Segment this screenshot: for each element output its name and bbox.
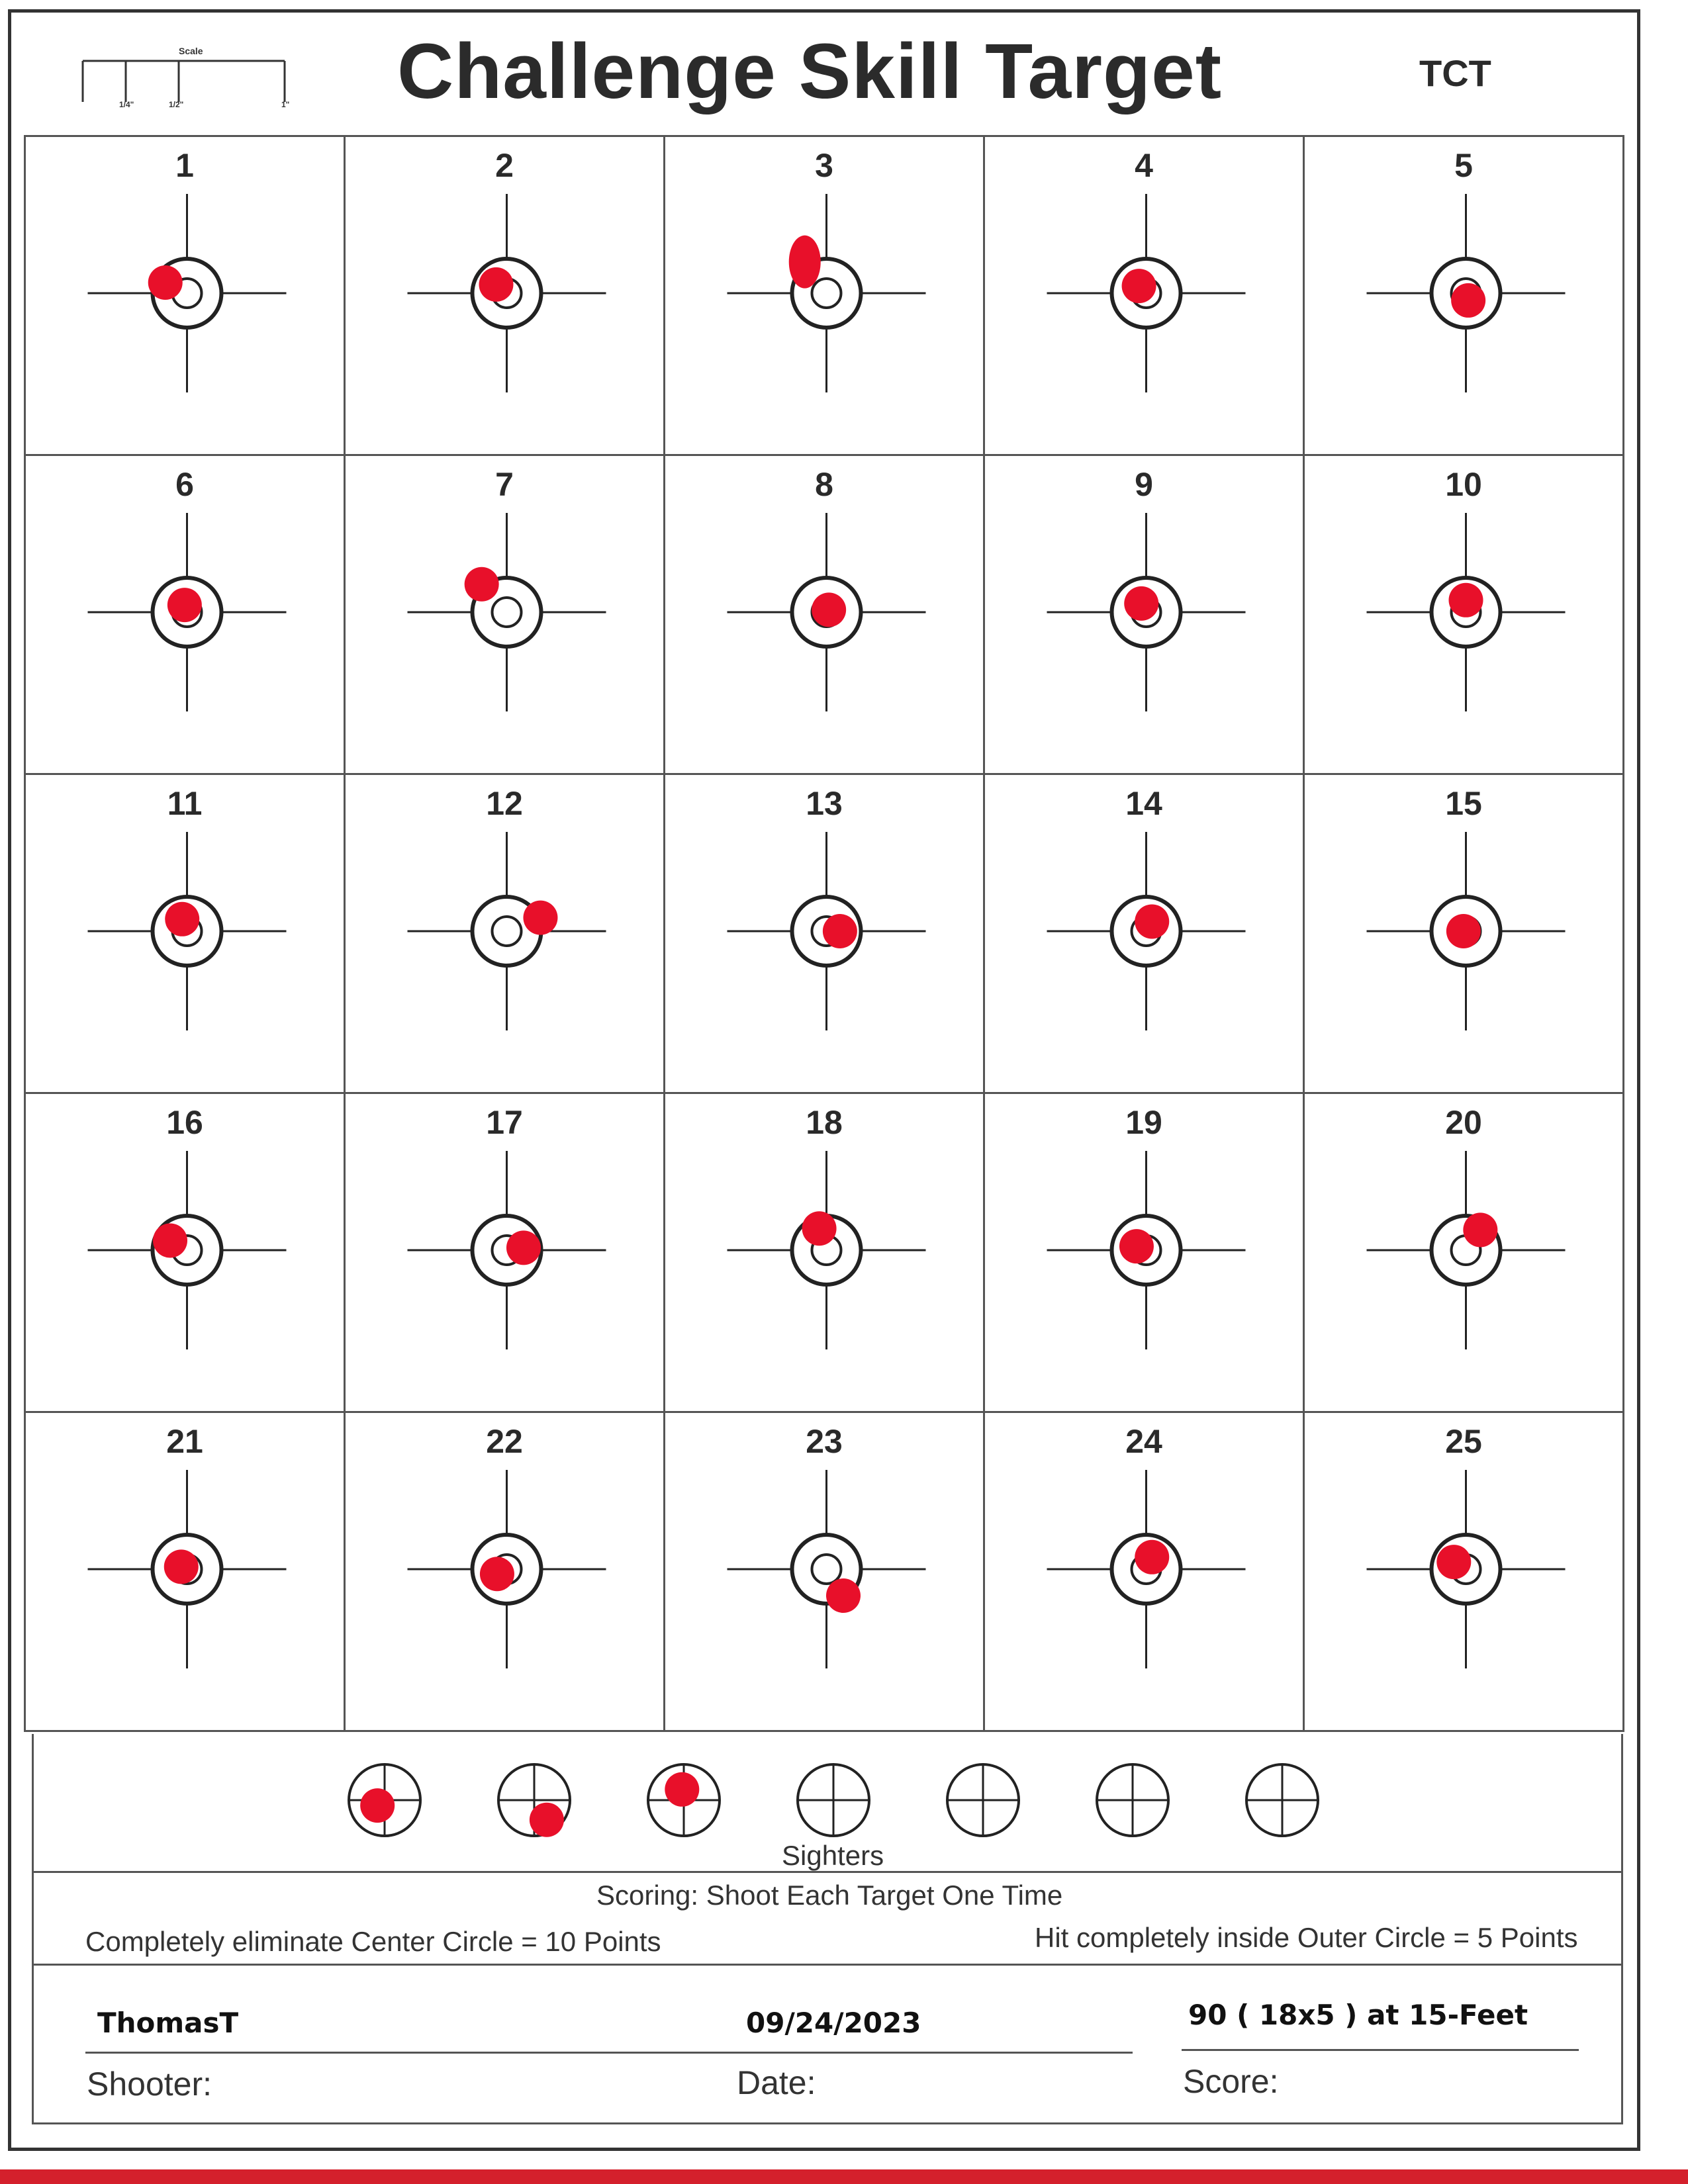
target-reticle [985,137,1305,456]
target-grid [24,135,1623,1733]
target-cell-18 [663,1092,985,1413]
sighter-target [1246,1764,1318,1836]
target-number: 11 [167,785,203,822]
bullet-hole [1135,1540,1169,1574]
bullet-hole [1135,904,1169,938]
target-cell-24 [983,1411,1305,1732]
bullet-hole [823,914,857,948]
sighter-target [498,1764,570,1837]
target-cell-8 [663,454,985,775]
target-reticle [665,1094,985,1413]
target-cell-11 [24,773,346,1094]
target-number: 4 [1135,147,1153,184]
sighter-target [349,1764,420,1836]
bullet-hole [530,1803,564,1837]
bullet-hole [165,902,199,936]
target-cell-4 [983,135,1305,456]
score-value: 90 ( 18x5 ) at 15-Feet [1188,1999,1528,2031]
target-reticle [346,456,665,775]
target-code: TCT [1419,52,1491,94]
target-number: 22 [486,1423,523,1460]
sighters-row [32,1734,1623,1873]
target-number: 10 [1445,466,1482,503]
shooter-info-section [32,1966,1623,2124]
target-number: 16 [166,1104,203,1141]
bullet-hole [148,265,183,300]
sighters-label: Sighters [782,1840,884,1871]
target-reticle [1305,1413,1624,1732]
bullet-hole [1436,1545,1471,1579]
bullet-hole [789,236,821,289]
bullet-hole [523,901,557,935]
target-cell-22 [344,1411,665,1732]
target-reticle [665,137,985,456]
bullet-hole [164,1549,199,1584]
target-reticle [985,775,1305,1094]
shooter-value: ThomasT [97,2007,239,2039]
target-number: 19 [1125,1104,1162,1141]
target-cell-17 [344,1092,665,1413]
target-cell-5 [1303,135,1624,456]
bullet-hole [665,1772,699,1807]
center-circle [812,279,841,308]
target-reticle [26,1413,346,1732]
date-label: Date: [737,2064,816,2101]
target-number: 14 [1125,785,1162,822]
target-cell-14 [983,773,1305,1094]
target-reticle [665,1413,985,1732]
bullet-hole [1124,586,1158,621]
scale-label: Scale [179,46,203,56]
target-cell-10 [1303,454,1624,775]
target-cell-21 [24,1411,346,1732]
scoring-center-rule: Completely eliminate Center Circle = 10 Points [85,1926,661,1957]
date-value: 09/24/2023 [746,2007,921,2039]
target-number: 9 [1135,466,1153,503]
target-cell-7 [344,454,665,775]
bullet-hole [812,592,846,627]
bullet-hole [826,1578,861,1613]
bullet-hole [1449,583,1483,617]
target-reticle [985,1094,1305,1413]
target-reticle [346,775,665,1094]
bullet-hole [465,567,499,602]
target-reticle [346,137,665,456]
target-reticle [665,456,985,775]
target-reticle [26,775,346,1094]
bullet-hole [360,1788,395,1823]
target-cell-25 [1303,1411,1624,1732]
target-number: 12 [486,785,523,822]
bullet-hole [1463,1212,1497,1247]
sighter-target [798,1764,869,1836]
target-reticle [1305,456,1624,775]
target-number: 18 [806,1104,843,1141]
date-line [735,2052,1133,2054]
target-cell-3 [663,135,985,456]
bullet-hole [1446,914,1481,948]
page-title: Challenge Skill Target [397,28,1223,115]
center-circle [492,917,522,946]
target-cell-20 [1303,1092,1624,1413]
bullet-hole [480,1557,514,1591]
target-reticle [1305,775,1624,1094]
target-number: 13 [806,785,843,822]
target-reticle [1305,1094,1624,1413]
target-reticle [346,1094,665,1413]
scoring-section [32,1873,1623,1966]
bullet-hole [1122,269,1156,303]
shooter-label: Shooter: [87,2066,212,2103]
target-reticle [985,456,1305,775]
target-number: 25 [1445,1423,1482,1460]
target-number: 1 [175,147,194,184]
scale-tick-inch: 1" [281,100,290,109]
target-reticle [665,775,985,1094]
target-number: 21 [166,1423,203,1460]
bullet-hole [479,267,513,302]
target-number: 15 [1445,785,1482,822]
shooter-line [85,2052,741,2054]
bottom-red-bar [0,2169,1688,2184]
bullet-hole [1451,283,1485,318]
target-reticle [346,1413,665,1732]
score-label: Score: [1183,2063,1279,2100]
target-cell-6 [24,454,346,775]
target-number: 2 [495,147,514,184]
target-number: 6 [175,466,194,503]
target-cell-9 [983,454,1305,775]
scale-ruler [79,42,298,109]
bullet-hole [167,588,202,622]
bullet-hole [1119,1229,1154,1263]
scale-tick-half: 1/2" [169,100,184,109]
target-cell-16 [24,1092,346,1413]
sighter-target [1097,1764,1168,1836]
target-number: 8 [815,466,833,503]
target-reticle [26,456,346,775]
target-reticle [985,1413,1305,1732]
bullet-hole [802,1211,837,1246]
scoring-title: Scoring: Shoot Each Target One Time [596,1880,1063,1911]
target-cell-13 [663,773,985,1094]
bullet-hole [506,1230,541,1265]
target-cell-19 [983,1092,1305,1413]
center-circle [492,598,522,627]
target-number: 20 [1445,1104,1482,1141]
target-cell-1 [24,135,346,456]
target-cell-12 [344,773,665,1094]
sighter-target [648,1764,720,1836]
target-reticle [1305,137,1624,456]
target-cell-2 [344,135,665,456]
center-circle [812,1555,841,1584]
score-line [1182,2049,1579,2051]
target-cell-23 [663,1411,985,1732]
sighter-target [947,1764,1019,1836]
target-number: 7 [495,466,514,503]
target-number: 23 [806,1423,843,1460]
scale-tick-quarter: 1/4" [119,100,134,109]
target-reticle [26,1094,346,1413]
target-reticle [26,137,346,456]
scoring-outer-rule: Hit completely inside Outer Circle = 5 Points [1035,1922,1578,1953]
target-number: 24 [1125,1423,1162,1460]
target-number: 5 [1454,147,1473,184]
bullet-hole [153,1223,187,1257]
target-number: 17 [486,1104,523,1141]
target-cell-15 [1303,773,1624,1094]
target-number: 3 [815,147,833,184]
